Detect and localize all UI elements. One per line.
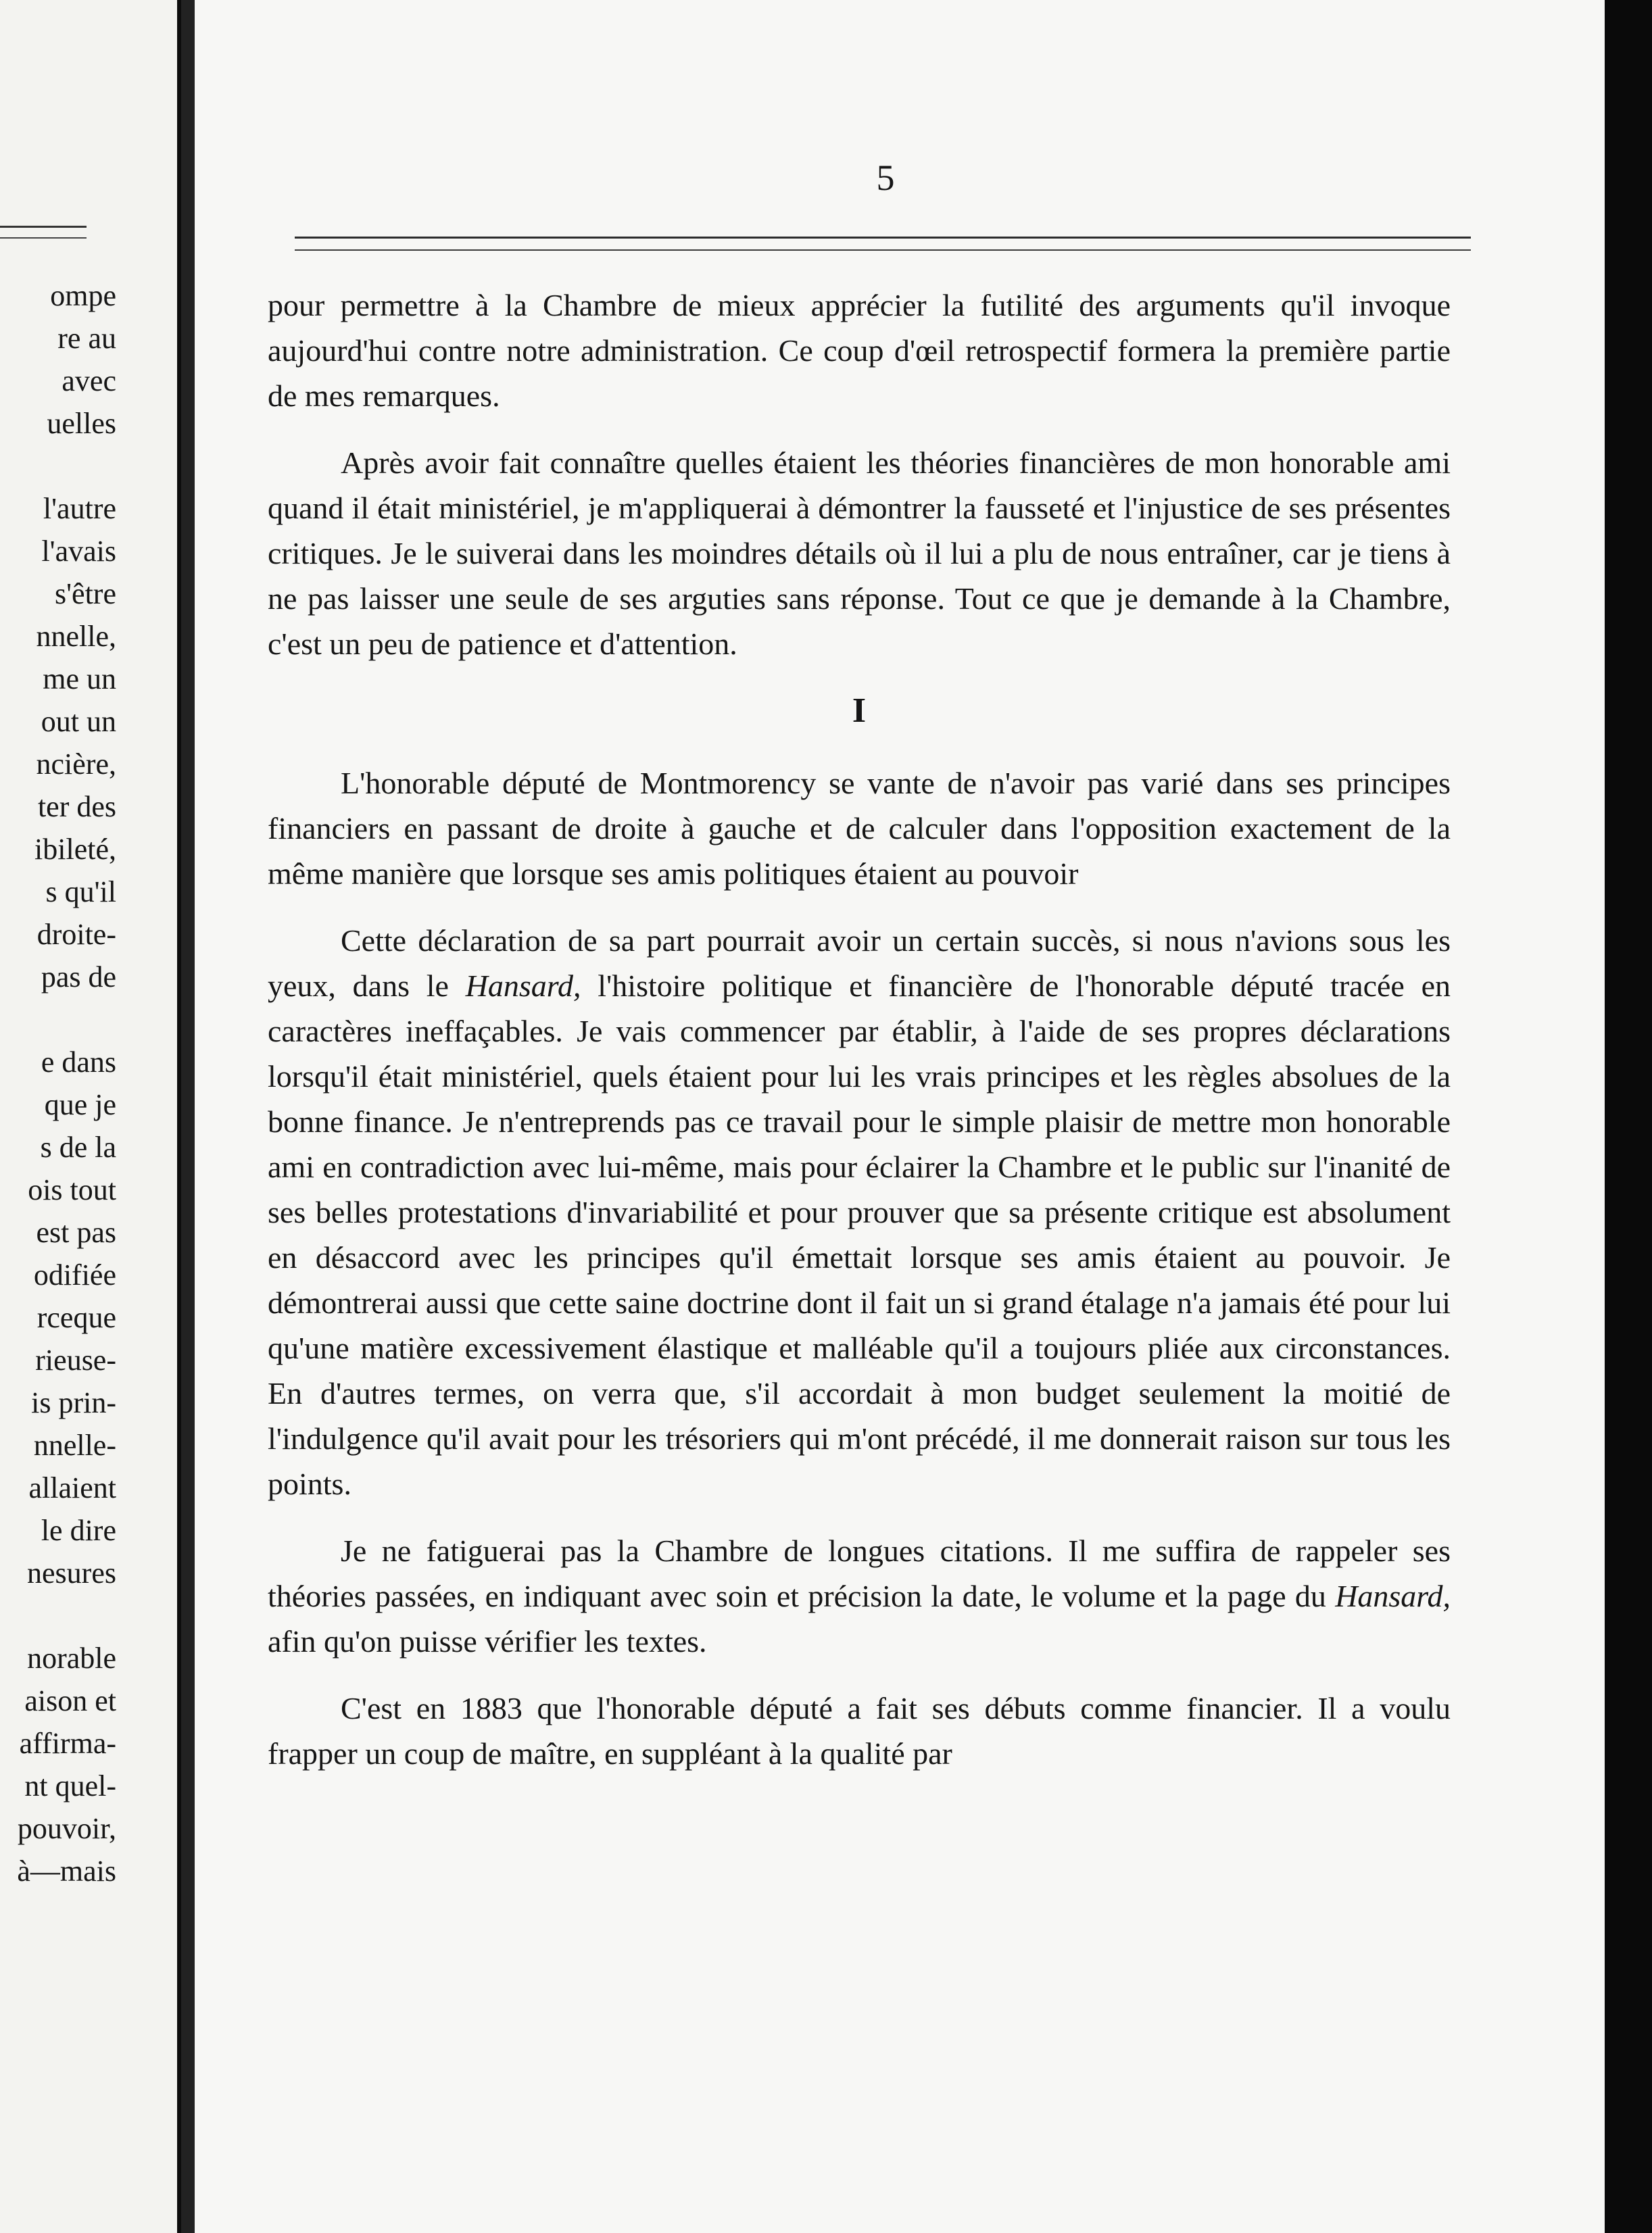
previous-page-line: norable	[27, 1642, 116, 1675]
previous-page-line: nesures	[27, 1556, 116, 1590]
previous-page-line: ompe	[50, 279, 116, 312]
previous-page-line: ois tout	[28, 1173, 116, 1206]
previous-page-line: out un	[41, 705, 116, 738]
previous-page-line: ter des	[37, 790, 116, 823]
paragraph: C'est en 1883 que l'honorable député a fait ses débuts comme financier. Il a voulu frapper un coup de maître, en suppléant à la qualité par	[268, 1691, 1451, 1771]
previous-page-header-rule	[0, 226, 87, 239]
header-rule	[295, 237, 1471, 251]
hansard-reference: Hansard,	[1335, 1579, 1451, 1613]
page	[195, 0, 1605, 2233]
previous-page-line: l'autre	[43, 492, 116, 525]
page-number: 5	[876, 157, 895, 198]
previous-page-line: le dire	[41, 1514, 116, 1547]
previous-page-line: à—mais	[17, 1855, 116, 1888]
previous-page-line: s de la	[40, 1131, 116, 1164]
previous-page-line: nnelle-	[33, 1429, 116, 1462]
paragraph-text: l'histoire politique et financière de l'honorable député tracée en caractères ineffaçables. Je vais commencer par établir, à l'aide de ses propres déclarations lorsqu'il était ministériel, quels étaient pour lui les vrais principes et les règles absolues de la bonne finance. Je n'entreprends pas ce travail pour le simple plaisir de mettre mon honorable ami en contradiction avec lui-même, mais pour éclairer la Chambre et le public sur l'inanité de ses belles protestations d'invariabilité et pour prouver que sa présente critique est absolument en désaccord avec les principes qu'il émettait lorsque ses amis étaient au pouvoir. Je démontrerai aussi que cette saine doctrine dont il fait un si grand étalage n'a jamais été pour lui qu'une matière excessivement élastique et malléable qu'il a toujours pliée aux circonstances. En d'autres termes, on verra que, s'il accordait à mon budget seulement la moitié de l'indulgence qu'il avait pour les trésoriers qui m'ont précédé, il me donnerait raison sur tous les points.	[268, 968, 1451, 1501]
previous-page-line: allaient	[28, 1471, 116, 1504]
previous-page-line: re au	[57, 322, 116, 355]
previous-page-fragment	[0, 0, 177, 2233]
paragraph-text: afin qu'on puisse vérifier les textes.	[268, 1624, 707, 1659]
previous-page-line: s'être	[55, 577, 116, 610]
previous-page-line: droite-	[37, 918, 116, 951]
previous-page-line: que je	[44, 1088, 116, 1121]
previous-page-line: est pas	[36, 1216, 116, 1249]
previous-page-line: me un	[43, 662, 116, 695]
paragraph: pour permettre à la Chambre de mieux apprécier la futilité des arguments qu'il invoque aujourd'hui contre notre administration. Ce coup d'œil retrospectif formera la première partie de mes remarques.	[268, 288, 1451, 413]
previous-page-line: ncière,	[36, 747, 116, 781]
section-heading: I	[852, 691, 867, 730]
paragraph-text: Cette déclaration de sa part pourrait avoir un certain succès, si nous n'avions sous les yeux, dans le	[268, 923, 1451, 1003]
paragraph	[268, 1528, 1451, 1664]
previous-page-line: ibileté,	[34, 833, 116, 866]
previous-page-line: l'avais	[41, 535, 116, 568]
previous-page-line: e dans	[41, 1046, 116, 1079]
previous-page-line: affirma-	[19, 1727, 116, 1760]
previous-page-line: pas de	[41, 960, 116, 993]
previous-page-line: nnelle,	[36, 620, 116, 653]
previous-page-line: odifiée	[33, 1258, 116, 1292]
scan-border	[1605, 0, 1652, 2233]
paragraph-text: Je ne fatiguerai pas la Chambre de longues citations. Il me suffira de rappeler ses théories passées, en indiquant avec soin et précision la date, le volume et la page du	[268, 1533, 1451, 1613]
previous-page-line: is prin-	[31, 1386, 116, 1419]
previous-page-line: rieuse-	[35, 1344, 116, 1377]
body-text	[268, 283, 1451, 1798]
paragraph: L'honorable député de Montmorency se vante de n'avoir pas varié dans ses principes financiers en passant de droite à gauche et de calculer dans l'opposition exactement de la même manière que lorsque ses amis politiques étaient au pouvoir	[268, 766, 1451, 891]
paragraph: Après avoir fait connaître quelles étaient les théories financières de mon honorable ami quand il était ministériel, je m'appliquerai à démontrer la fausseté et l'injustice de ses présentes critiques. Je le suiverai dans les moindres détails où il lui a plu de nous entraîner, car je tiens à ne pas laisser une seule de ses arguties sans réponse. Tout ce que je demande à la Chambre, c'est un peu de patience et d'attention.	[268, 445, 1451, 661]
previous-page-line: avec	[62, 364, 116, 397]
previous-page-line: nt quel-	[24, 1769, 116, 1802]
previous-page-line: pouvoir,	[17, 1812, 116, 1845]
previous-page-line: aison et	[24, 1684, 116, 1717]
previous-page-line: uelles	[47, 407, 116, 440]
previous-page-line: rceque	[37, 1301, 116, 1334]
paragraph	[268, 918, 1451, 1506]
hansard-reference: Hansard,	[465, 968, 581, 1003]
previous-page-line: s qu'il	[45, 875, 116, 908]
